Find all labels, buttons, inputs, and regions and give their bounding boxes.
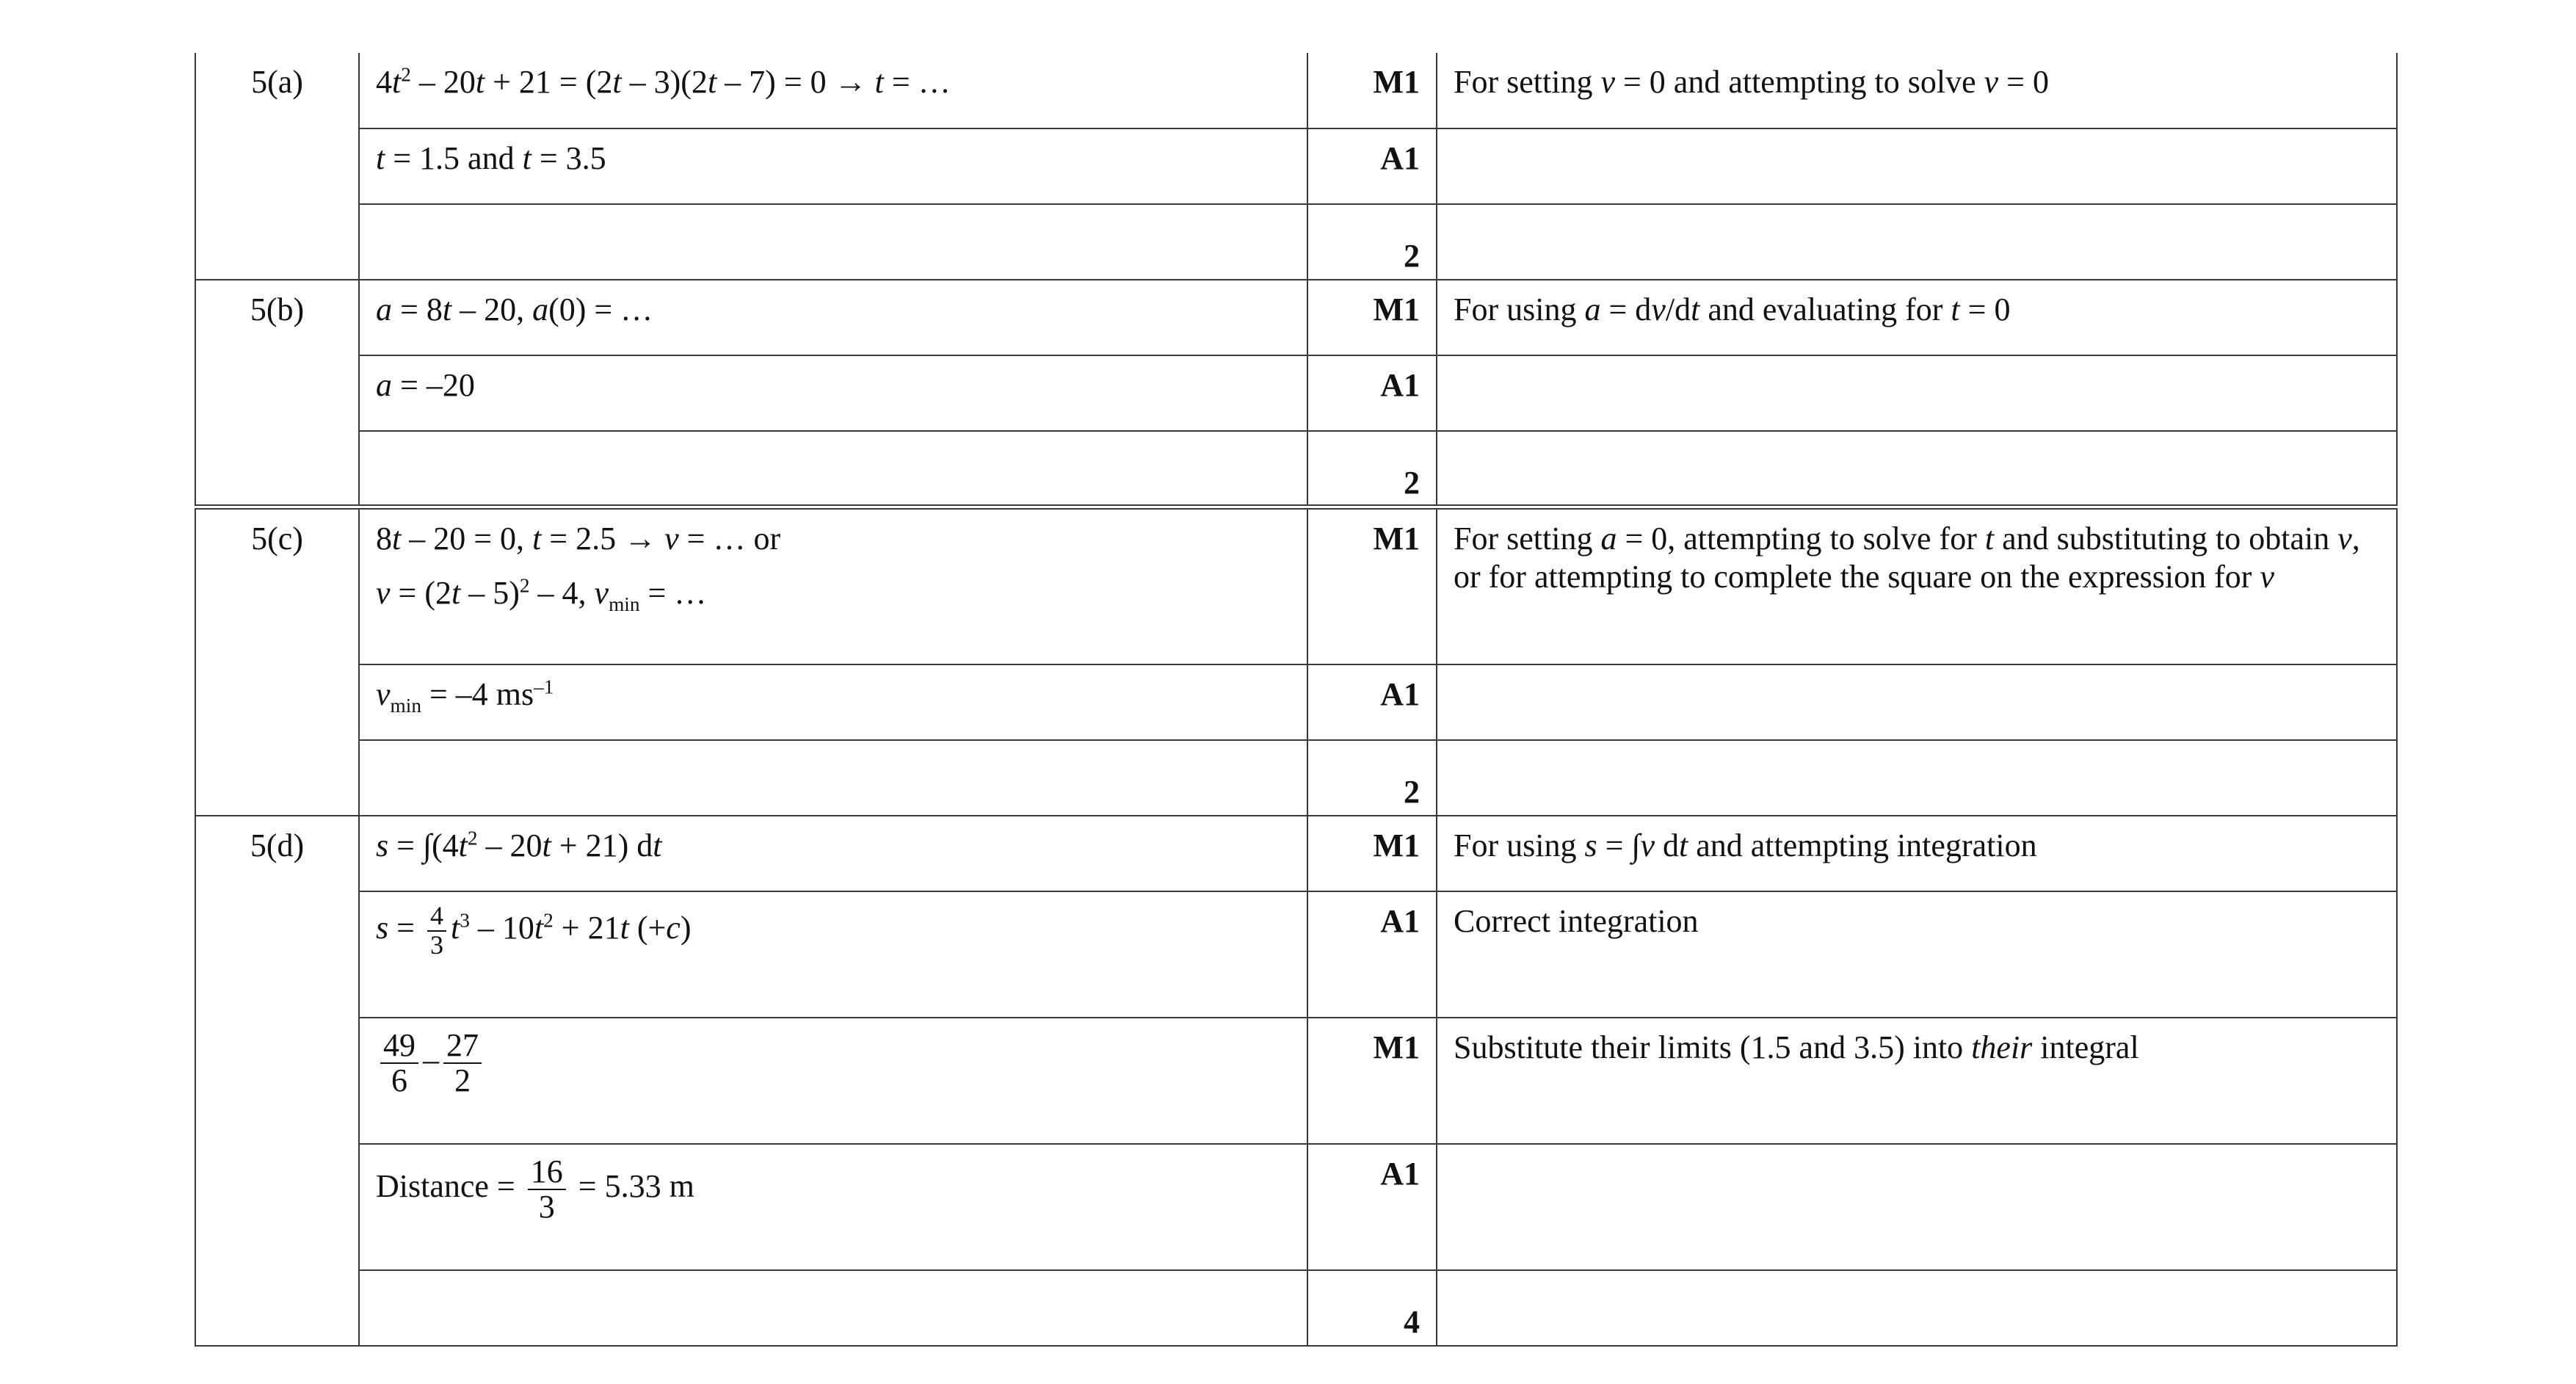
fraction: $\frac{4}{3}$ <box>427 902 446 960</box>
mark-code: A1 <box>1307 355 1437 431</box>
working-cell <box>359 1144 1307 1270</box>
guidance-text: For setting v = 0 and attempting to solve v = 0 <box>1454 64 2049 100</box>
question-label: 5(c) <box>195 507 359 816</box>
part-a <box>195 53 2397 280</box>
working-cell <box>359 355 1307 431</box>
working-cell <box>359 891 1307 1018</box>
working-cell <box>359 128 1307 204</box>
guidance-text: Correct integration <box>1454 903 1699 939</box>
guidance-cell <box>1437 1270 2397 1346</box>
working-cell <box>359 816 1307 891</box>
part-c <box>195 507 2397 816</box>
working-expression: $v_{min} = -4$ $ms^{-1}$ <box>376 675 554 717</box>
working-cell <box>359 1270 1307 1346</box>
working-cell <box>359 1018 1307 1144</box>
mark-code: M1 <box>1307 280 1437 355</box>
table-row <box>195 53 2397 128</box>
table-row <box>195 1144 2397 1270</box>
table-row <box>195 740 2397 816</box>
guidance-text: Substitute their limits (1.5 and 3.5) into their integral <box>1454 1029 2139 1065</box>
fraction: $\frac{49}{6}$ <box>380 1029 418 1098</box>
working-cell <box>359 53 1307 128</box>
guidance-cell <box>1437 1018 2397 1144</box>
part-b <box>195 280 2397 507</box>
guidance-cell <box>1437 740 2397 816</box>
mark-code: M1 <box>1307 1018 1437 1144</box>
working-cell <box>359 280 1307 355</box>
guidance-cell <box>1437 507 2397 664</box>
working-cell <box>359 664 1307 740</box>
mark-code: M1 <box>1307 507 1437 664</box>
guidance-text: For using s = ∫v dt and attempting integration <box>1454 827 2037 863</box>
question-label: 5(b) <box>195 280 359 507</box>
guidance-cell <box>1437 53 2397 128</box>
mark-code: M1 <box>1307 816 1437 891</box>
mark-code: A1 <box>1307 1144 1437 1270</box>
working-expression: s = $\frac{4}{3}$ $t^3 - 10t^2 + 21t$ (+c) <box>376 901 692 960</box>
question-label: 5(d) <box>195 816 359 1346</box>
working-cell <box>359 507 1307 664</box>
table-row <box>195 431 2397 507</box>
table-row <box>195 128 2397 204</box>
guidance-cell <box>1437 431 2397 507</box>
guidance-text: For using a = dv/dt and evaluating for t = 0 <box>1454 291 2011 327</box>
guidance-text: For setting a = 0, attempting to solve for t and substituting to obtain v, or for attempting to complete the square on the expression for v <box>1454 520 2360 595</box>
guidance-cell <box>1437 891 2397 1018</box>
table-row <box>195 816 2397 891</box>
guidance-cell <box>1437 816 2397 891</box>
table-row <box>195 1270 2397 1346</box>
working-cell <box>359 204 1307 280</box>
mark-code: M1 <box>1307 53 1437 128</box>
guidance-cell <box>1437 355 2397 431</box>
working-expression: $s = \int(4t^2 - 20t + 21)$ dt <box>376 827 662 863</box>
total-marks: 2 <box>1307 431 1437 507</box>
table-row <box>195 280 2397 355</box>
table-row <box>195 891 2397 1018</box>
table-row <box>195 204 2397 280</box>
question-label: 5(a) <box>195 53 359 280</box>
fraction: $\frac{16}{3}$ <box>528 1155 566 1224</box>
table-row <box>195 1018 2397 1144</box>
guidance-cell <box>1437 1144 2397 1270</box>
working-expression: $4t^2 - 20t + 21 = (2t - 3)(2t - 7) = 0 \to t$ = … <box>376 63 951 100</box>
working-expression: $\frac{49}{6}$ – $\frac{27}{2}$ <box>376 1042 486 1078</box>
working-cell <box>359 431 1307 507</box>
guidance-cell <box>1437 280 2397 355</box>
table-row <box>195 355 2397 431</box>
working-line-1: 8t – 20 = 0, t = 2.5 → v = … or <box>376 520 781 557</box>
table-row <box>195 664 2397 740</box>
working-line-2: v = (2t – 5)$^2$ – 4, $v_{min}$ = … <box>376 574 707 616</box>
working-expression: t = 1.5 and t = 3.5 <box>376 140 606 176</box>
fraction: $\frac{27}{2}$ <box>443 1029 482 1098</box>
working-cell <box>359 740 1307 816</box>
mark-code: A1 <box>1307 664 1437 740</box>
working-expression: Distance = $\frac{16}{3}$ = 5.33 m <box>376 1153 694 1225</box>
mark-code: A1 <box>1307 891 1437 1018</box>
mark-scheme-table <box>195 53 2398 1347</box>
working-expression: a = –20 <box>376 367 475 403</box>
total-marks: 4 <box>1307 1270 1437 1346</box>
table-row <box>195 507 2397 664</box>
total-marks: 2 <box>1307 740 1437 816</box>
guidance-cell <box>1437 128 2397 204</box>
total-marks: 2 <box>1307 204 1437 280</box>
guidance-cell <box>1437 664 2397 740</box>
mark-code: A1 <box>1307 128 1437 204</box>
part-d <box>195 816 2397 1346</box>
working-expression: a = 8t – 20, a(0) = … <box>376 291 653 327</box>
guidance-cell <box>1437 204 2397 280</box>
